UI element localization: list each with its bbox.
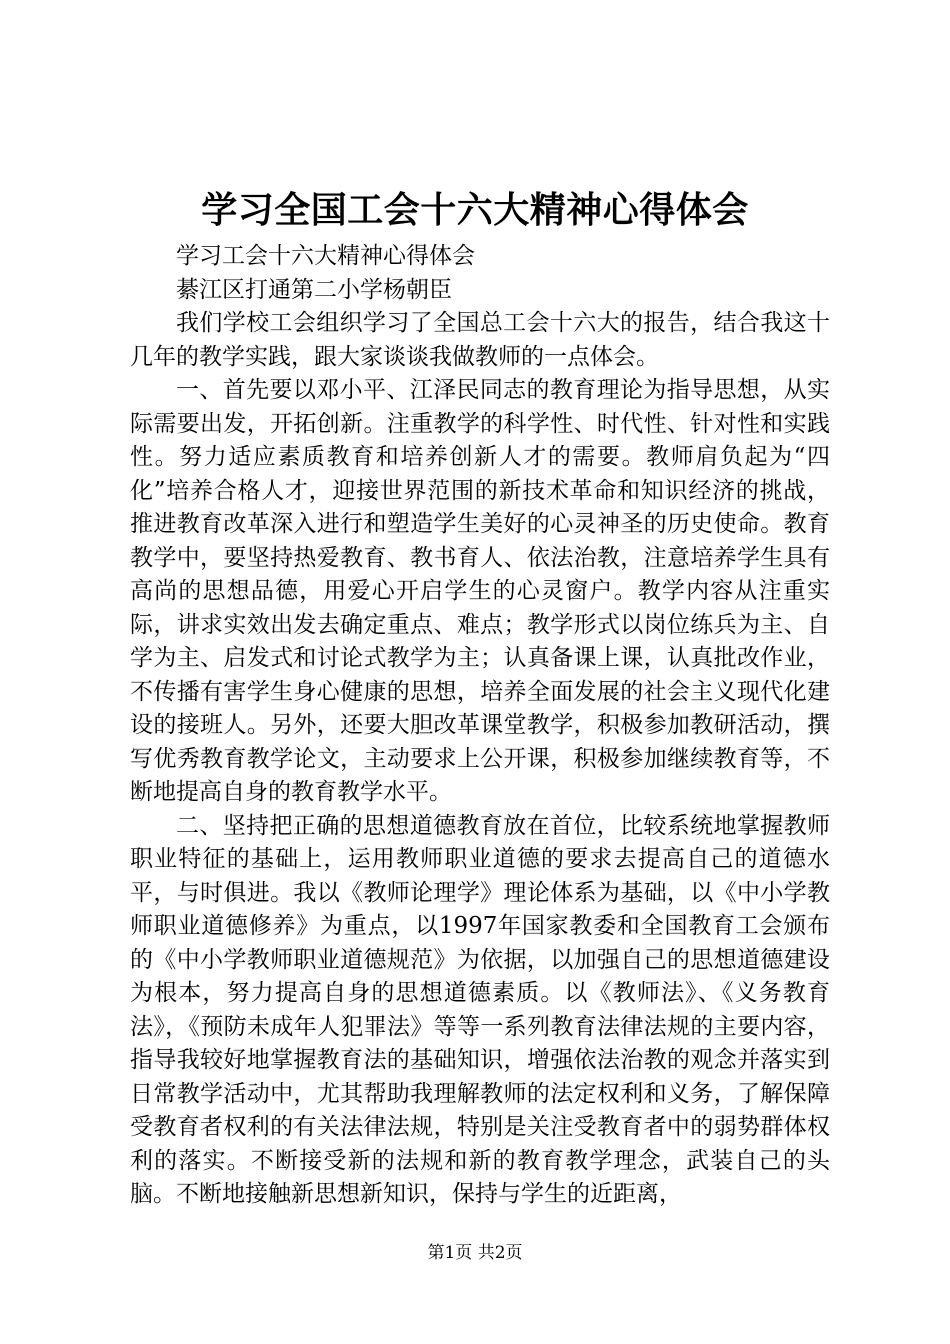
document-body	[130, 240, 830, 1212]
subtitle-paragraph: 学习工会十六大精神心得体会	[176, 243, 475, 269]
section-one-paragraph: 一、首先要以邓小平、江泽民同志的教育理论为指导思想，从实际需要出发，开拓创新。注重教学的科学性、时代性、针对性和实践性。努力适应素质教育和培养创新人才的需要。教师肩负起为“四化”培养合格人才，迎接世界范围的新技术革命和知识经济的挑战，推进教育改革深入进行和塑造学生美好的心灵神圣的历史使命。教育教学中，要坚持热爱教育、教书育人、依法治教，注意培养学生具有高尚的思想品德，用爱心开启学生的心灵窗户。教学内容从注重实际，讲求实效出发去确定重点、难点；教学形式以岗位练兵为主、自学为主、启发式和讨论式教学为主；认真备课上课，认真批改作业，不传播有害学生身心健康的思想，培养全面发展的社会主义现代化建设的接班人。另外，还要大胆改革课堂教学，积极参加教研活动，撰写优秀教育教学论文，主动要求上公开课，积极参加继续教育等，不断地提高自身的教育教学水平。	[130, 377, 830, 805]
document-title: 学习全国工会十六大精神心得体会	[201, 189, 749, 231]
page-number-footer: 第1页 共2页	[427, 1243, 523, 1263]
section-two-paragraph: 二、坚持把正确的思想道德教育放在首位，比较系统地掌握教师职业特征的基础上，运用教师职业道德的要求去提高自己的道德水平，与时俱进。我以《教师论理学》理论体系为基础，以《中小学教师职业道德修养》为重点，以1997年国家教委和全国教育工会颁布的《中小学教师职业道德规范》为依据，以加强自己的思想道德建设为根本，努力提高自身的思想道德素质。以《教师法》、《义务教育法》，《预防未成年人犯罪法》等等一系列教育法律法规的主要内容，指导我较好地掌握教育法的基础知识，增强依法治教的观念并落实到日常教学活动中，尤其帮助我理解教师的法定权利和义务，了解保障受教育者权利的有关法律法规，特别是关注受教育者中的弱势群体权利的落实。不断接受新的法规和新的教育教学理念，武装自己的头脑。不断地接触新思想新知识，保持与学生的近距离，	[130, 812, 830, 1207]
intro-paragraph: 我们学校工会组织学习了全国总工会十六大的报告，结合我这十几年的教学实践，跟大家谈谈我做教师的一点体会。	[130, 310, 830, 370]
author-paragraph: 綦江区打通第二小学杨朝臣	[176, 276, 452, 303]
